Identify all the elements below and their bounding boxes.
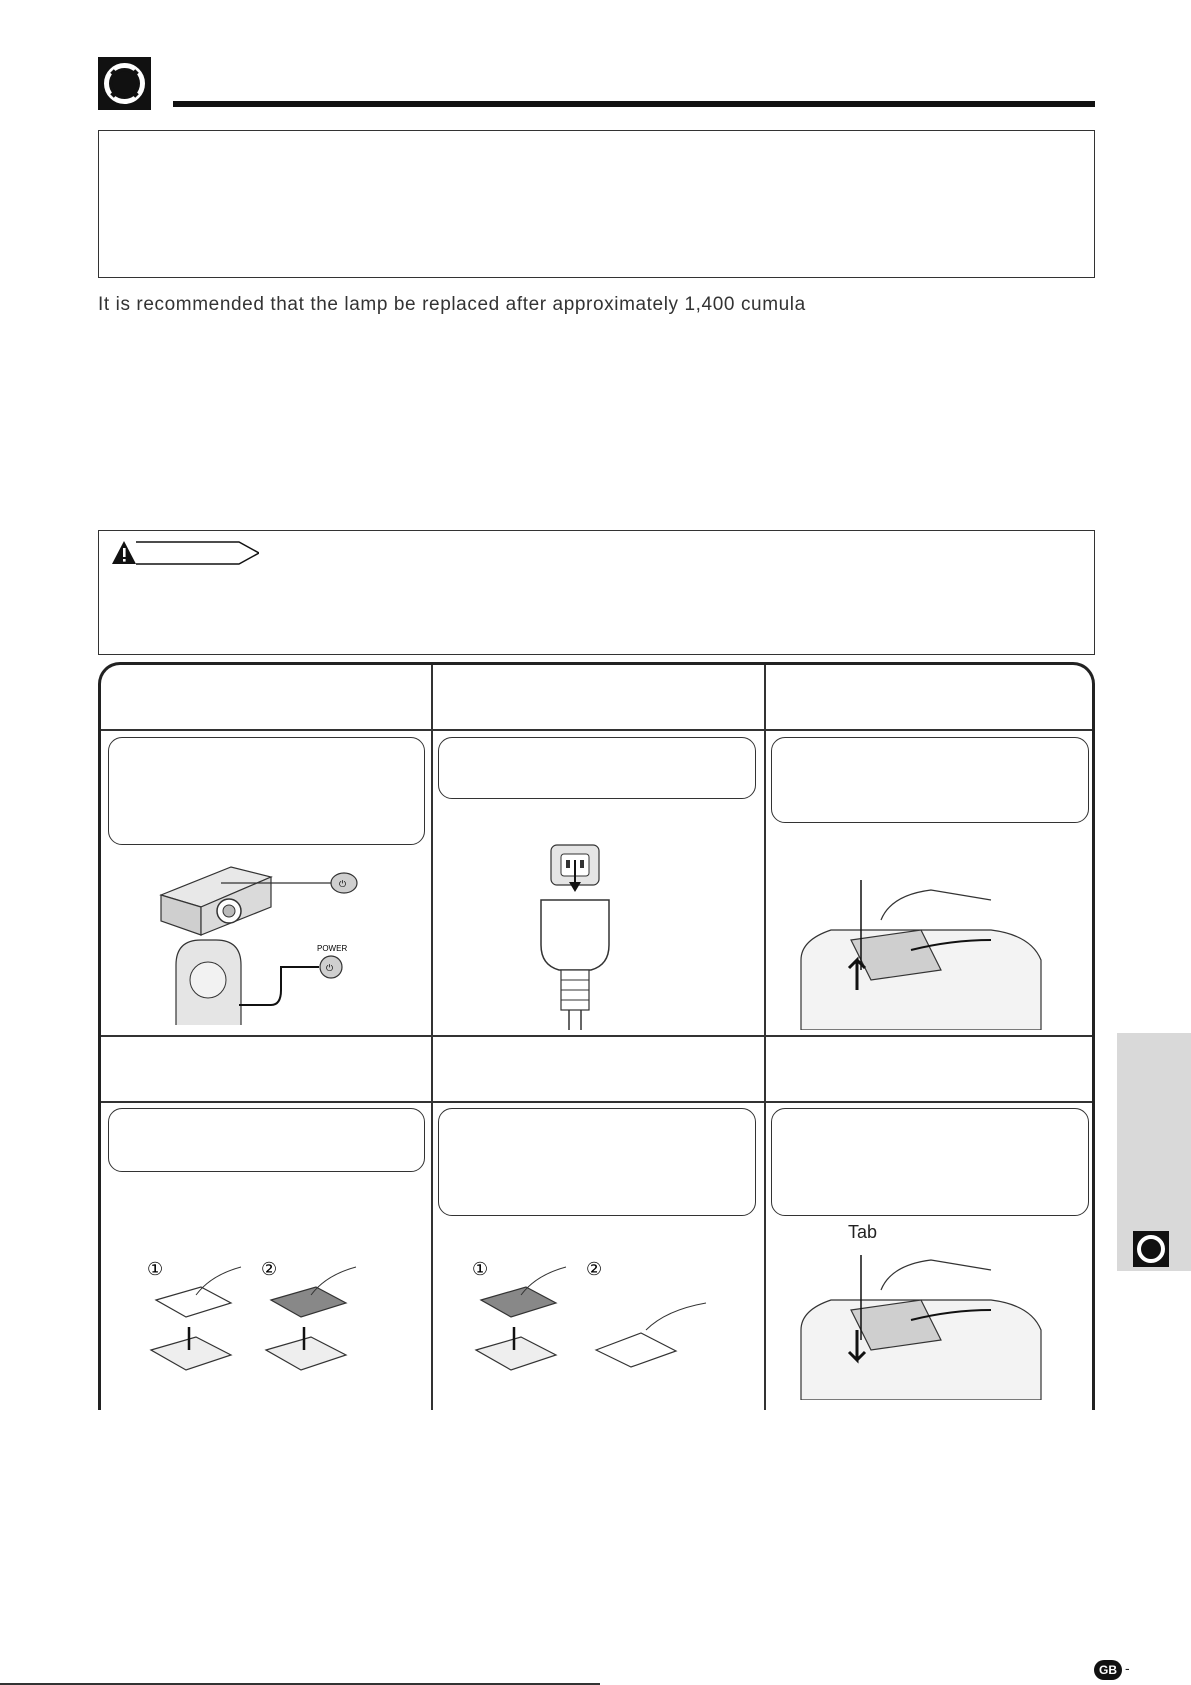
tab-label: Tab — [848, 1222, 878, 1242]
step-number-2: ② — [261, 1259, 278, 1280]
warning-triangle-icon — [109, 537, 259, 567]
filter-install-illustration — [466, 1255, 736, 1405]
step-number-1: ① — [472, 1259, 489, 1280]
grid-divider — [101, 1101, 1092, 1103]
lifebuoy-icon — [98, 57, 151, 110]
grid-divider — [101, 729, 1092, 731]
lifebuoy-icon — [1133, 1231, 1169, 1267]
step-1-text-box — [108, 737, 425, 845]
page-number-dash: - — [1125, 1660, 1130, 1676]
svg-text:⏻: ⏻ — [326, 964, 334, 974]
grid-divider — [101, 1035, 1092, 1037]
filter-removal-illustration — [141, 1255, 411, 1405]
step-2-text-box — [438, 737, 756, 799]
power-label: POWER — [317, 944, 348, 953]
svg-text:⏻: ⏻ — [339, 880, 347, 890]
step-3-text-box — [771, 737, 1089, 823]
step-4-text-box — [108, 1108, 425, 1172]
caution-box — [98, 530, 1095, 655]
procedure-grid — [98, 662, 1095, 1410]
filter-cover-illustration — [791, 880, 1081, 1030]
intro-text: It is recommended that the lamp be replaced after approximately 1,400 cumula — [98, 294, 806, 315]
header-rule — [173, 101, 1095, 107]
step-number-1: ① — [147, 1259, 164, 1280]
projector-power-illustration — [141, 855, 401, 1025]
step-number-2: ② — [586, 1259, 603, 1280]
note-box — [98, 130, 1095, 278]
step-6-text-box — [771, 1108, 1089, 1216]
power-cord-illustration — [531, 840, 651, 1030]
filter-cover-attach-illustration — [791, 1245, 1081, 1400]
grid-divider — [431, 665, 433, 1410]
step-5-text-box — [438, 1108, 756, 1216]
region-badge: GB — [1094, 1660, 1122, 1680]
grid-divider — [764, 665, 766, 1410]
